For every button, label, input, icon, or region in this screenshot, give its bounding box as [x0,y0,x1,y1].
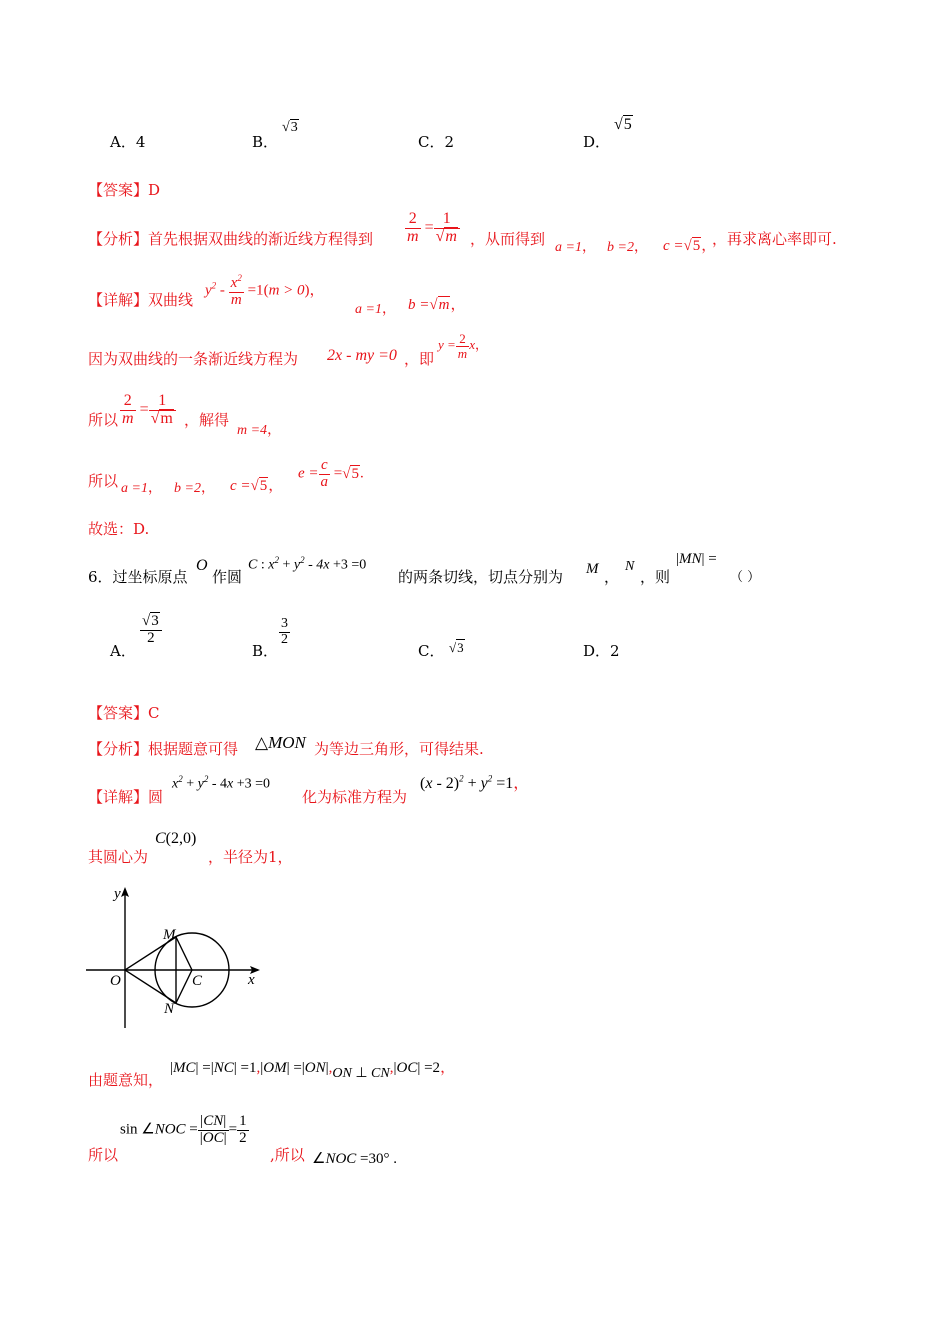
q6-option-d: D．2 [583,642,620,660]
q6-stem-b: 作圆 [212,568,243,586]
q6-point-n: N [625,559,635,574]
q5-m-result: m =4， [237,423,282,438]
q5-b-eq: b =2， [607,240,648,255]
q6-center: C(2,0) [155,830,197,847]
q5-asymptote-text: 因为双曲线的一条渐近线方程为 [88,350,299,368]
q5-c-eq: c =√5， [663,238,717,254]
q5-a-eq: a =1， [555,240,596,255]
q6-standard-eq: $(x - 2)^2 + y^2 =1$， [420,773,530,792]
option-d-label: D． [583,133,611,151]
q6-option-c: C． [418,642,445,660]
q6-stem-a: 6．过坐标原点 [88,568,188,586]
q6-circle-eq: C : $x^2 + y^2 - 4x +3 =0$ [248,555,367,573]
q5-choice: 故选：D. [88,520,150,538]
q6-stem-c: 的两条切线，切点分别为 [398,568,564,586]
q6-known-text: 由题意知， [88,1071,164,1089]
q5-asymptote-text-b: ，即 [404,350,435,368]
q5-asymptote-eq: 2x - my =0 [327,347,397,364]
q6-analysis-t2: 为等边三角形，可得结果. [314,740,484,758]
label-o: O [110,973,121,989]
q6-option-a-value: $\frac{√3}{2}$ [140,614,162,647]
q5-result-c: c =√5， [230,478,284,494]
q5-result-text: 所以 [88,472,119,490]
option-b-value: √3 [282,120,298,135]
q6-angle-text: 所以 [88,1146,119,1164]
q6-option-b: B． [252,642,279,660]
q5-analysis-t2: ，从而得到 [470,230,546,248]
label-c: C [192,973,203,989]
q6-answer: 【答案】C [88,704,160,722]
q6-stem-d: ， [604,568,620,586]
q6-mn-length: |MN| = [676,551,717,567]
q5-analysis-t3: ，再求离心率即可. [712,230,837,248]
q6-center-text: 其圆心为 [88,848,149,866]
q5-detail: 【详解】双曲线 [88,291,194,309]
option-c: C．2 [418,133,455,151]
q6-triangle: △MON [255,733,306,752]
tangent-figure [82,882,267,1032]
q5-hyperbola-eq: $y^2$ - $\frac{x^2}{m}$ =1(m > 0)， [205,273,325,308]
q6-analysis: 【分析】根据题意可得 [88,740,239,758]
option-b-label: B． [252,133,279,151]
q5-analysis-eq: $\frac{2}{m}$ = $\frac{1}{√m}$ [405,211,460,246]
q5-solve-eq: $\frac{2}{m}$ = $\frac{1}{√m}$ [120,393,176,428]
q6-stem-e: ，则 [640,568,671,586]
radius-cn [176,970,192,1003]
q6-detail-eq: $x^2 + y^2 - 4x +3 =0$ [172,774,271,792]
q6-center-text-b: ，半径为1， [208,848,293,866]
option-d-value: √5 [614,116,632,133]
label-n: N [164,1001,175,1017]
q6-sine-eq: sin ∠NOC = $\frac{|CN|}{|OC|}$ = $\frac{1}{2}$ [120,1113,247,1146]
q5-solve-text-b: ，解得 [184,411,230,429]
q6-angle-result: ∠NOC =30° . [312,1151,398,1167]
q5-detail-a: a =1， [355,302,396,317]
q6-detail-t2: 化为标准方程为 [302,788,408,806]
option-a: A．4 [110,133,146,151]
label-m: M [163,927,176,943]
q5-analysis: 【分析】首先根据双曲线的渐近线方程得到 [88,230,374,248]
label-y: y [114,886,121,902]
q6-detail: 【详解】圆 [88,788,164,806]
radius-cm [176,937,192,970]
q5-detail-b: b =√m， [408,297,466,313]
label-x: x [248,972,255,988]
q6-origin: O [196,557,208,574]
q5-asymptote-slope: y = $\frac{2}{m}$ x， [438,331,488,361]
q6-option-a: A． [110,642,136,660]
q5-solve-text: 所以 [88,411,119,429]
q6-answer-paren: （ ） [730,570,761,585]
tangent-on [125,970,176,1003]
q5-result-e: e = $\frac{c}{a}$ =√5. [298,457,364,490]
q6-known-eq: |MC| =|NC| =1,|OM| =|ON|,ON ⊥ CN,|OC| =2， [170,1060,456,1081]
q5-result-b: b =2， [174,481,215,496]
q6-option-c-value: √3 [449,640,464,655]
q5-result-a: a =1， [121,481,162,496]
q6-angle-text-b: ,所以 [270,1146,305,1164]
q5-answer: 【答案】D [88,181,161,199]
q6-point-m: M [586,561,599,577]
q6-option-b-value: $\frac{3}{2}$ [281,616,288,647]
